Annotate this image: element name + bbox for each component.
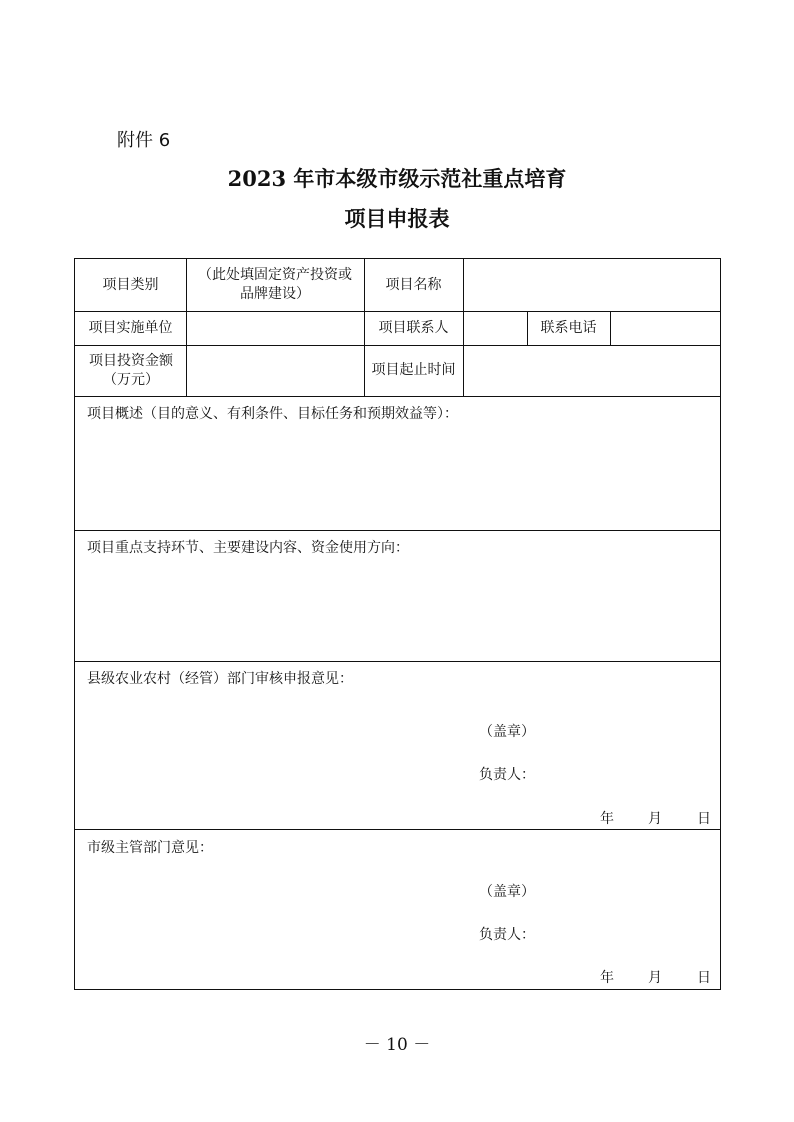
project-type-hint[interactable]: （此处填固定资产投资或品牌建设） xyxy=(198,267,352,302)
project-type-label: 项目类别 xyxy=(102,276,159,293)
county-date-day: 日 xyxy=(697,811,711,827)
county-date-year: 年 xyxy=(600,811,614,827)
project-period-field[interactable] xyxy=(463,345,722,396)
row-divider xyxy=(75,661,720,662)
row-divider xyxy=(75,396,720,397)
city-opinion-label: 市级主管部门意见： xyxy=(87,840,213,856)
page-number: － 10 － xyxy=(363,1035,431,1055)
form-title-line2: 项目申报表 xyxy=(344,206,450,231)
city-date-month: 月 xyxy=(648,970,662,986)
city-responsible-label: 负责人： xyxy=(479,927,535,943)
project-overview-label: 项目概述（目的意义、有利条件、目标任务和预期效益等）： xyxy=(87,406,458,422)
city-date-day: 日 xyxy=(697,970,711,986)
contact-person-field[interactable] xyxy=(463,311,527,345)
project-period-label: 项目起止时间 xyxy=(371,362,456,378)
city-seal-label: （盖章） xyxy=(479,884,535,900)
row-divider xyxy=(75,829,720,830)
project-name-label: 项目名称 xyxy=(385,276,442,293)
key-support-label: 项目重点支持环节、主要建设内容、资金使用方向： xyxy=(87,540,409,556)
contact-phone-label: 联系电话 xyxy=(540,319,597,336)
implementing-unit-field[interactable] xyxy=(186,311,364,345)
attachment-label: 附件 6 xyxy=(117,130,171,151)
contact-person-label: 项目联系人 xyxy=(378,319,449,336)
county-responsible-label: 负责人： xyxy=(479,767,535,783)
row-divider xyxy=(75,530,720,531)
application-form-table xyxy=(74,258,721,990)
county-opinion-label: 县级农业农村（经管）部门审核申报意见： xyxy=(87,671,353,687)
implementing-unit-label: 项目实施单位 xyxy=(88,319,173,336)
contact-phone-field[interactable] xyxy=(610,311,722,345)
county-date-month: 月 xyxy=(648,811,662,827)
form-title-line1: 2023 年市本级市级示范社重点培育 xyxy=(227,166,567,191)
investment-amount-label: 项目投资金额（万元） xyxy=(89,352,173,388)
investment-amount-field[interactable] xyxy=(186,345,364,396)
project-name-field[interactable] xyxy=(463,259,722,311)
county-seal-label: （盖章） xyxy=(479,724,535,740)
city-date-year: 年 xyxy=(600,970,614,986)
